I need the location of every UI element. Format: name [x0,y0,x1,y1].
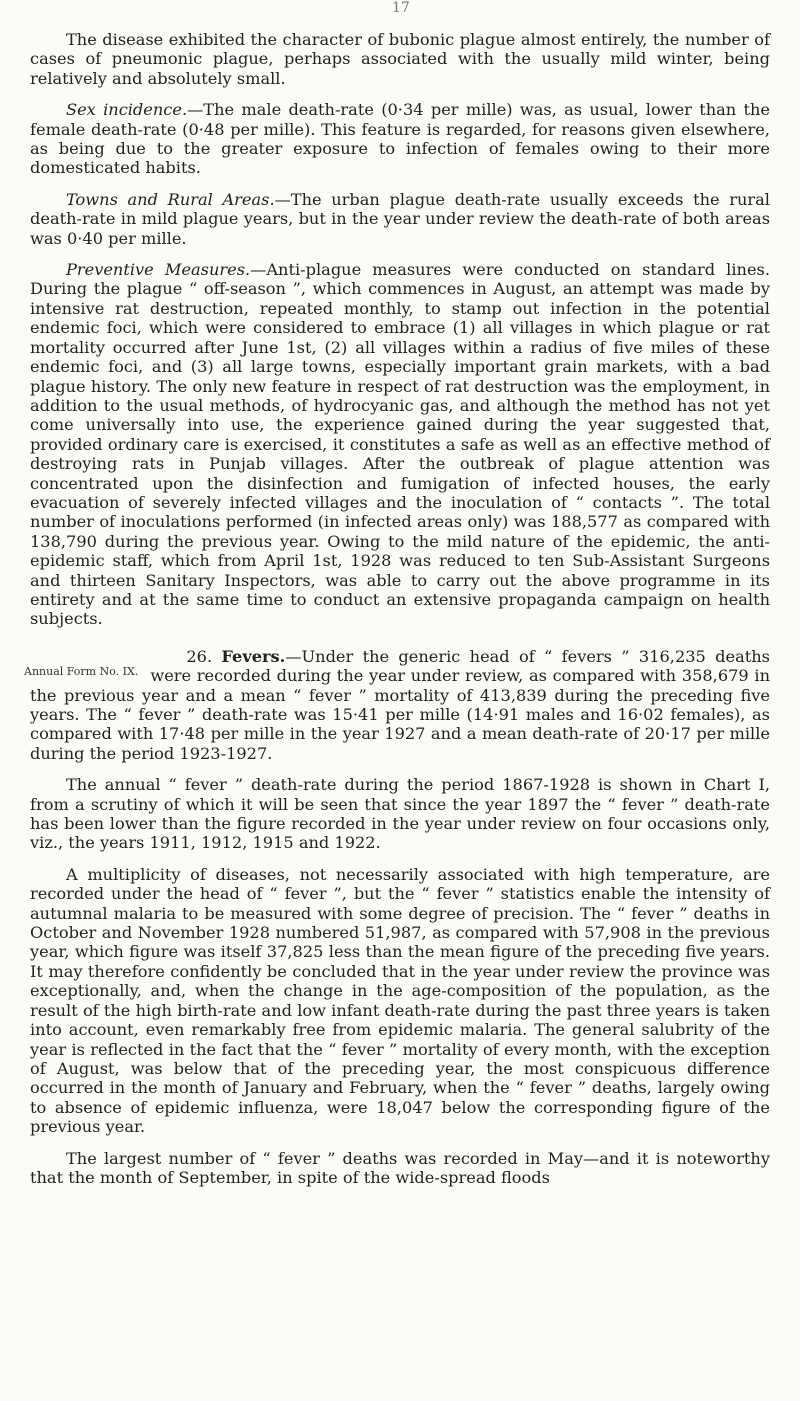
heading-fevers: Fevers. [221,646,286,666]
paragraph-towns-rural [30,190,770,248]
paragraph-fevers [24,646,770,763]
paragraph-largest-number: The largest number of “ fever ” deaths was recorded in May—and it is noteworthy that the month of September, in spite of the wide-spread floods [30,1148,770,1187]
section-number: 26. [186,646,213,666]
page-number: 17 [392,0,410,16]
preventive-measures-text: —Anti-plague measures were conducted on standard lines. During the plague “ off-season ”, which commences in August, an attempt was made by intensive rat destruction, repeated monthly, to stamp out infection in the potential endemic foci, which were considered to embrace (1) all villages in which plague or rat mortality occurred after June 1st, (2) all villages within a radius of five miles of these endemic foci, and (3) all large towns, especially important grain markets, with a bad plague history. The only new feature in respect of rat destruction was the employment, in addition to the usual methods, of hydrocyanic gas, and although the method has not yet come universally into use, the experience gained during the year suggested that, provided ordinary care is exercised, it constitutes a safe as well as an effective method of destroying rats in Punjab villages. After the outbreak of plague attention was concentrated upon the disinfection and fumigation of infected houses, the early evacuation of severely infected villages and the inoculation of “ contacts ”. The total number of inoculations performed (in infected areas only) was 188,577 as compared with 138,790 during the previous year. Owing to the mild nature of the epidemic, the anti-epidemic staff, which from April 1st, 1928 was reduced to ten Sub-Assistant Surgeons and thirteen Sanitary Inspectors, was able to carry out the above programme in its entirety and at the same time to conduct an extensive propaganda campaign on health subjects. [30,260,770,629]
margin-note: Annual Form No. IX. [24,664,139,678]
heading-sex-incidence: Sex incidence. [66,100,188,120]
towns-rural-text: —The urban plague death-rate usually exceeds the rural death-rate in mild plague years, but in the year under review the death-rate of both areas was 0·40 per mille. [30,189,770,248]
sex-incidence-text: —The male death-rate (0·34 per mille) was, as usual, lower than the female death-rate (0·48 per mille). This feature is regarded, for reasons given elsewhere, as being due to the greater exposure to infection of females owing to their more domesticated habits. [30,100,771,178]
heading-preventive-measures: Preventive Measures. [66,260,251,280]
paragraph-multiplicity: A multiplicity of diseases, not necessarily associated with high temperature, are recorded under the head of “ fever ”, but the “ fever ” statistics enable the intensity of autumnal malaria to be measured with some degree of precision. The “ fever ” deaths in October and November 1928 numbered 51,987, as compared with 57,908 in the previous year, which figure was itself 37,825 less than the mean figure of the preceding five years. It may therefore confidently be concluded that in the year under review the province was exceptionally, and, when the change in the age-composition of the population, as the result of the high birth-rate and low infant death-rate during the past three years is taken into account, even remarkably free from epidemic malaria. The general salubrity of the year is reflected in the fact that the “ fever ” mortality of every month, with the exception of August, was below that of the preceding year, the most conspicuous difference occurred in the month of January and February, when the “ fever ” deaths, largely owing to absence of epidemic influenza, were 18,047 below the corresponding figure of the previous year. [30,864,770,1137]
paragraph-plague-character: The disease exhibited the character of bubonic plague almost entirely, the number of cases of pneumonic plague, perhaps associated with the usually mild winter, being relatively and absolutely small. [30,30,770,88]
paragraph-fever-death-rate: The annual “ fever ” death-rate during the period 1867-1928 is shown in Chart I, from a scrutiny of which it will be seen that since the year 1897 the “ fever ” death-rate has been lower than the figure recorded in the year under review on four occasions only, viz., the years 1911, 1912, 1915 and 1922. [30,775,770,853]
paragraph-sex-incidence [30,100,770,178]
body-text [24,30,771,1199]
paragraph-preventive-measures [30,260,770,629]
fevers-text: —Under the generic head of “ fevers ” 316,235 deaths were recorded during the year under review, as compared with 358,679 in the previous year and a mean “ fever ” mortality of 413,839 during the preceding five years. The “ fever ” death-rate was 15·41 per mille (14·91 males and 16·02 females), as compared with 17·48 per mille in the year 1927 and a mean death-rate of 20·17 per mille during the period 1923-1927. [30,646,770,763]
heading-towns-rural: Towns and Rural Areas. [66,189,275,209]
